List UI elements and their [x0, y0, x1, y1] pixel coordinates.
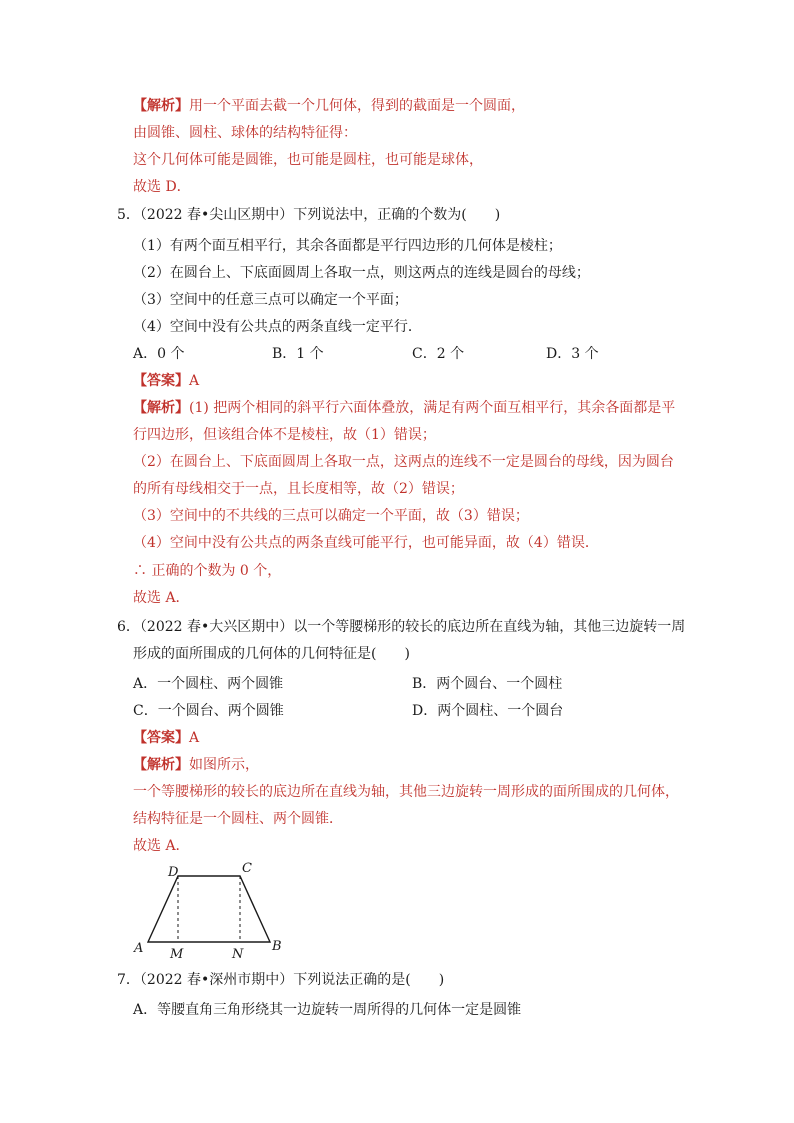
q6-option-d: D．两个圆柱、一个圆台: [412, 703, 564, 719]
q6-analysis-line-3: 结构特征是一个圆柱、两个圆锥．: [133, 811, 343, 827]
q5-analysis-line-3: （2）在圆台上、下底面圆周上各取一点，这两点的连线不一定是圆台的母线，因为圆台: [133, 454, 674, 470]
q5-answer: 【答案】A: [133, 373, 200, 389]
prev-analysis-line-1: 【解析】用一个平面去截一个几何体，得到的截面是一个圆面，: [133, 98, 525, 114]
q6-stem-line-2: 形成的面所围成的几何体的几何特征是( ): [133, 646, 410, 662]
q5-statement-3: （3）空间中的任意三点可以确定一个平面；: [133, 292, 408, 308]
trapezoid-shape: [148, 876, 270, 942]
q6-option-c: C．一个圆台、两个圆锥: [133, 703, 284, 719]
q5-option-c: C．2 个: [412, 346, 465, 362]
trapezoid-figure: [128, 858, 298, 962]
q5-statement-2: （2）在圆台上、下底面圆周上各取一点，则这两点的连线是圆台的母线；: [133, 265, 590, 281]
q7-stem: 7．（2022 春•深州市期中）下列说法正确的是( ): [117, 972, 445, 988]
label-b: B: [272, 939, 282, 954]
label-d: D: [168, 865, 179, 880]
q5-option-d: D．3 个: [546, 346, 599, 362]
q5-analysis-line-1: 【解析】(1) 把两个相同的斜平行六面体叠放，满足有两个面互相平行，其余各面都是平: [133, 400, 676, 416]
q5-stem: 5．（2022 春•尖山区期中）下列说法中，正确的个数为( ): [117, 207, 501, 223]
q5-option-a: A．0 个: [133, 346, 185, 362]
label-n: N: [232, 947, 244, 962]
label-a: A: [134, 941, 144, 956]
analysis-tag: 【解析】: [133, 98, 189, 114]
q6-analysis-line-4: 故选 A．: [133, 838, 190, 854]
q6-option-b: B．两个圆台、一个圆柱: [412, 676, 563, 692]
prev-analysis-line-2: 由圆锥、圆柱、球体的结构特征得：: [133, 125, 357, 141]
q7-option-a: A．等腰直角三角形绕其一边旋转一周所得的几何体一定是圆锥: [133, 1002, 522, 1018]
answer-tag: 【答案】: [133, 730, 189, 746]
q6-answer: 【答案】A: [133, 730, 200, 746]
prev-analysis-line-4: 故选 D．: [133, 179, 191, 195]
label-c: C: [242, 861, 252, 876]
q6-analysis-line-2: 一个等腰梯形的较长的底边所在直线为轴，其他三边旋转一周形成的面所围成的几何体，: [133, 784, 679, 800]
q5-analysis-line-2: 行四边形，但该组合体不是棱柱，故（1）错误；: [133, 427, 436, 443]
answer-tag: 【答案】: [133, 373, 189, 389]
q6-analysis-line-1: 【解析】如图所示，: [133, 757, 259, 773]
q5-statement-4: （4）空间中没有公共点的两条直线一定平行．: [133, 319, 422, 335]
analysis-tag: 【解析】: [133, 757, 189, 773]
analysis-tag: 【解析】: [133, 400, 189, 416]
q5-analysis-line-8: 故选 A．: [133, 590, 190, 606]
q5-analysis-line-4: 的所有母线相交于一点，且长度相等，故（2）错误；: [133, 481, 464, 497]
q5-analysis-line-7: ∴ 正确的个数为 0 个，: [133, 563, 282, 579]
q5-analysis-line-5: （3）空间中的不共线的三点可以确定一个平面，故（3）错误；: [133, 508, 529, 524]
label-m: M: [170, 947, 184, 962]
q5-statement-1: （1）有两个面互相平行，其余各面都是平行四边形的几何体是棱柱；: [133, 238, 562, 254]
q5-option-b: B．1 个: [272, 346, 324, 362]
prev-analysis-line-3: 这个几何体可能是圆锥，也可能是圆柱，也可能是球体，: [133, 152, 483, 168]
q6-stem-line-1: 6．（2022 春•大兴区期中）以一个等腰梯形的较长的底边所在直线为轴，其他三边旋转一周: [117, 619, 686, 635]
q6-option-a: A．一个圆柱、两个圆锥: [133, 676, 284, 692]
q5-analysis-line-6: （4）空间中没有公共点的两条直线可能平行，也可能异面，故（4）错误．: [133, 535, 599, 551]
